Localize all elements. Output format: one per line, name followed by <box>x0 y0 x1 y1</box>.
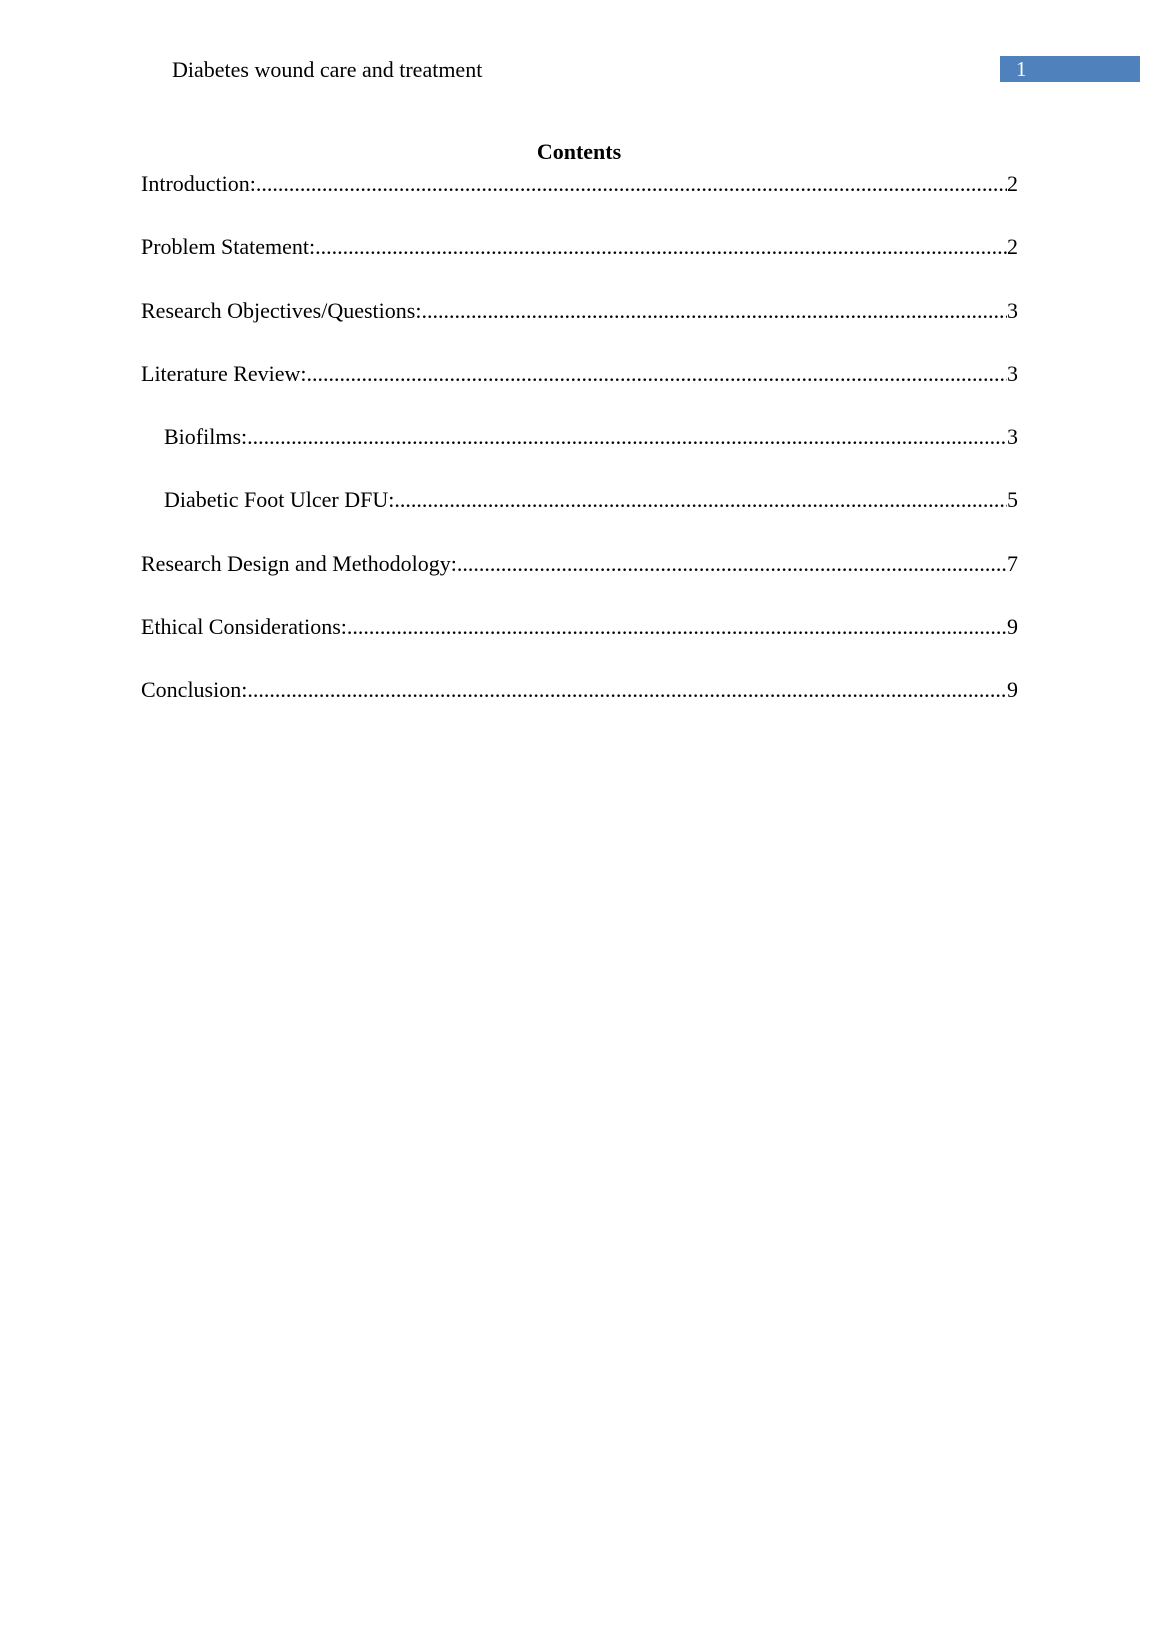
toc-entry-label: Diabetic Foot Ulcer DFU: <box>164 487 395 513</box>
toc-entry-literature-review[interactable] <box>141 360 1018 423</box>
toc-entry-label: Problem Statement: <box>141 234 316 260</box>
header-title: Diabetes wound care and treatment <box>172 57 483 82</box>
toc-entry-label: Literature Review: <box>141 360 307 386</box>
toc-entry-ethical-considerations[interactable] <box>141 613 1018 676</box>
toc-entry-page: 5 <box>1007 487 1018 513</box>
toc-dot-leader <box>247 676 1007 704</box>
toc-dot-leader <box>421 297 1007 325</box>
toc-entry-label: Research Design and Methodology: <box>141 550 457 576</box>
toc-entry-page: 7 <box>1007 550 1018 576</box>
toc-dot-leader <box>394 486 1007 514</box>
toc-dot-leader <box>307 360 1007 388</box>
page-number: 1 <box>1016 57 1027 81</box>
toc-entry-research-design[interactable] <box>141 550 1018 613</box>
toc-entry-label: Biofilms: <box>164 424 248 450</box>
toc-entry-page: 2 <box>1007 171 1018 196</box>
toc-entry-problem-statement[interactable] <box>141 233 1018 296</box>
toc-entry-conclusion[interactable] <box>141 676 1018 739</box>
page-number-badge <box>1000 56 1140 82</box>
toc-entry-page: 3 <box>1007 424 1018 450</box>
toc-entry-page: 9 <box>1007 677 1018 703</box>
toc-entry-introduction[interactable] <box>141 170 1018 233</box>
toc-entry-label: Conclusion: <box>141 677 248 703</box>
toc-entry-label: Introduction: <box>141 171 256 196</box>
toc-entry-label: Ethical Considerations: <box>141 614 347 640</box>
toc-entry-label: Research Objectives/Questions: <box>141 297 422 323</box>
toc-dot-leader <box>457 550 1007 578</box>
toc-entry-page: 2 <box>1007 234 1018 260</box>
toc-entry-biofilms[interactable] <box>141 423 1018 486</box>
toc-dot-leader <box>315 233 1007 261</box>
page-header <box>0 0 1158 100</box>
toc-heading: Contents <box>536 139 622 164</box>
toc-entry-diabetic-foot-ulcer[interactable] <box>141 486 1018 549</box>
toc-dot-leader <box>347 613 1007 641</box>
table-of-contents <box>141 170 1018 740</box>
toc-entry-page: 9 <box>1007 614 1018 640</box>
toc-entry-page: 3 <box>1007 360 1018 386</box>
toc-entry-page: 3 <box>1007 297 1018 323</box>
toc-dot-leader <box>247 423 1007 451</box>
toc-dot-leader <box>256 170 1007 198</box>
toc-entry-research-objectives[interactable] <box>141 297 1018 360</box>
